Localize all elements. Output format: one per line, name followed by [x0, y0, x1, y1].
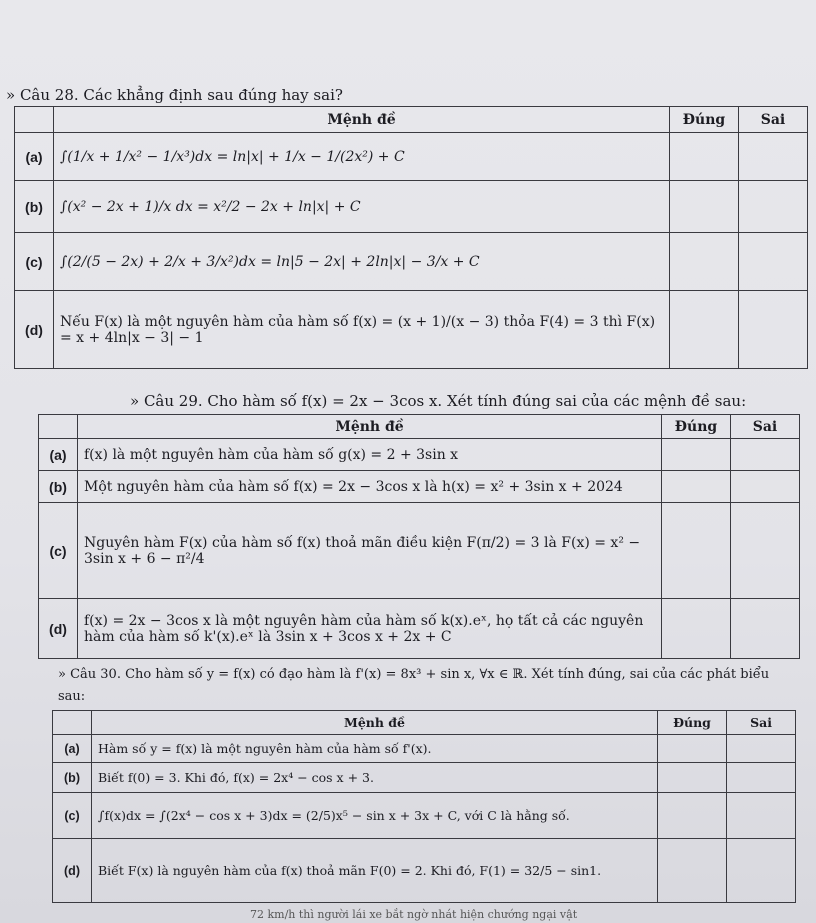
true-checkbox-cell[interactable] [670, 133, 739, 181]
q29-title: » Câu 29. Cho hàm số f(x) = 2x − 3cos x. Xét tính đúng sai của các mệnh đề sau: [130, 392, 747, 410]
row-label: (c) [15, 233, 54, 291]
q29-header-row [39, 415, 800, 439]
row-label: (a) [15, 133, 54, 181]
false-checkbox-cell[interactable] [727, 839, 796, 903]
table-row [15, 181, 808, 233]
q30-title: » Câu 30. Cho hàm số y = f(x) có đạo hàm là f'(x) = 8x³ + sin x, ∀x ∈ ℝ. Xét tính đúng, sai của các phát biểu sau: [58, 667, 770, 704]
row-label: (b) [53, 763, 92, 793]
statement-text: Nếu F(x) là một nguyên hàm của hàm số f(x) = (x + 1)/(x − 3) thỏa F(4) = 3 thì F(x) = x + 4ln|x − 3| − 1 [54, 291, 670, 369]
table-row [39, 439, 800, 471]
row-label: (b) [15, 181, 54, 233]
true-checkbox-cell[interactable] [658, 735, 727, 763]
row-label: (d) [39, 599, 78, 659]
false-checkbox-cell[interactable] [731, 439, 800, 471]
table-row [53, 763, 796, 793]
false-checkbox-cell[interactable] [731, 471, 800, 503]
statement-text: Biết f(0) = 3. Khi đó, f(x) = 2x⁴ − cos x + 3. [92, 763, 658, 793]
false-checkbox-cell[interactable] [731, 599, 800, 659]
q30-header-statement: Mệnh đề [92, 711, 658, 735]
false-checkbox-cell[interactable] [727, 735, 796, 763]
statement-text: f(x) là một nguyên hàm của hàm số g(x) = 2 + 3sin x [78, 439, 662, 471]
statement-text: ∫(1/x + 1/x² − 1/x³)dx = ln|x| + 1/x − 1/(2x²) + C [54, 133, 670, 181]
false-checkbox-cell[interactable] [731, 503, 800, 599]
q29-header-false: Sai [731, 415, 800, 439]
true-checkbox-cell[interactable] [670, 233, 739, 291]
statement-text: Nguyên hàm F(x) của hàm số f(x) thoả mãn điều kiện F(π/2) = 3 là F(x) = x² − 3sin x + 6 − π²/4 [78, 503, 662, 599]
true-checkbox-cell[interactable] [658, 793, 727, 839]
row-label: (c) [39, 503, 78, 599]
table-row [53, 735, 796, 763]
true-checkbox-cell[interactable] [658, 839, 727, 903]
q28-table [14, 106, 808, 369]
row-label: (d) [53, 839, 92, 903]
statement-text: Một nguyên hàm của hàm số f(x) = 2x − 3cos x là h(x) = x² + 3sin x + 2024 [78, 471, 662, 503]
statement-text: ∫(x² − 2x + 1)/x dx = x²/2 − 2x + ln|x| + C [54, 181, 670, 233]
statement-text: ∫f(x)dx = ∫(2x⁴ − cos x + 3)dx = (2/5)x⁵ − sin x + 3x + C, với C là hằng số. [92, 793, 658, 839]
true-checkbox-cell[interactable] [662, 439, 731, 471]
true-checkbox-cell[interactable] [662, 503, 731, 599]
false-checkbox-cell[interactable] [739, 181, 808, 233]
table-row [39, 471, 800, 503]
q30-header-true: Đúng [658, 711, 727, 735]
row-label: (b) [39, 471, 78, 503]
table-row [53, 839, 796, 903]
row-label: (a) [53, 735, 92, 763]
q28-header-row [15, 107, 808, 133]
q28-header-statement: Mệnh đề [54, 107, 670, 133]
row-label: (d) [15, 291, 54, 369]
statement-text: Hàm số y = f(x) là một nguyên hàm của hàm số f'(x). [92, 735, 658, 763]
statement-text: f(x) = 2x − 3cos x là một nguyên hàm của hàm số k(x).eˣ, họ tất cả các nguyên hàm của hàm số k'(x).eˣ là 3sin x + 3cos x + 2x + C [78, 599, 662, 659]
table-row [15, 233, 808, 291]
row-label: (a) [39, 439, 78, 471]
q30-header-false: Sai [727, 711, 796, 735]
q29-header-true: Đúng [662, 415, 731, 439]
table-row [53, 793, 796, 839]
false-checkbox-cell[interactable] [739, 233, 808, 291]
table-row [39, 503, 800, 599]
false-checkbox-cell[interactable] [739, 133, 808, 181]
row-label: (c) [53, 793, 92, 839]
q29-header-label [39, 415, 78, 439]
q30-table [52, 710, 796, 903]
statement-text: ∫(2/(5 − 2x) + 2/x + 3/x²)dx = ln|5 − 2x| + 2ln|x| − 3/x + C [54, 233, 670, 291]
q30-header-label [53, 711, 92, 735]
true-checkbox-cell[interactable] [662, 599, 731, 659]
q30-header-row [53, 711, 796, 735]
table-row [15, 291, 808, 369]
statement-text: Biết F(x) là nguyên hàm của f(x) thoả mãn F(0) = 2. Khi đó, F(1) = 32/5 − sin1. [92, 839, 658, 903]
footer-cut-text: 72 km/h thì người lái xe bắt ngờ nhát hiện chướng ngại vật [250, 908, 578, 921]
q29-table [38, 414, 800, 659]
q28-header-label [15, 107, 54, 133]
q28-header-false: Sai [739, 107, 808, 133]
true-checkbox-cell[interactable] [658, 763, 727, 793]
table-row [15, 133, 808, 181]
q28-header-true: Đúng [670, 107, 739, 133]
true-checkbox-cell[interactable] [670, 181, 739, 233]
q29-header-statement: Mệnh đề [78, 415, 662, 439]
q28-title: » Câu 28. Các khẳng định sau đúng hay sai? [6, 86, 343, 104]
true-checkbox-cell[interactable] [670, 291, 739, 369]
table-row [39, 599, 800, 659]
false-checkbox-cell[interactable] [739, 291, 808, 369]
false-checkbox-cell[interactable] [727, 763, 796, 793]
true-checkbox-cell[interactable] [662, 471, 731, 503]
false-checkbox-cell[interactable] [727, 793, 796, 839]
